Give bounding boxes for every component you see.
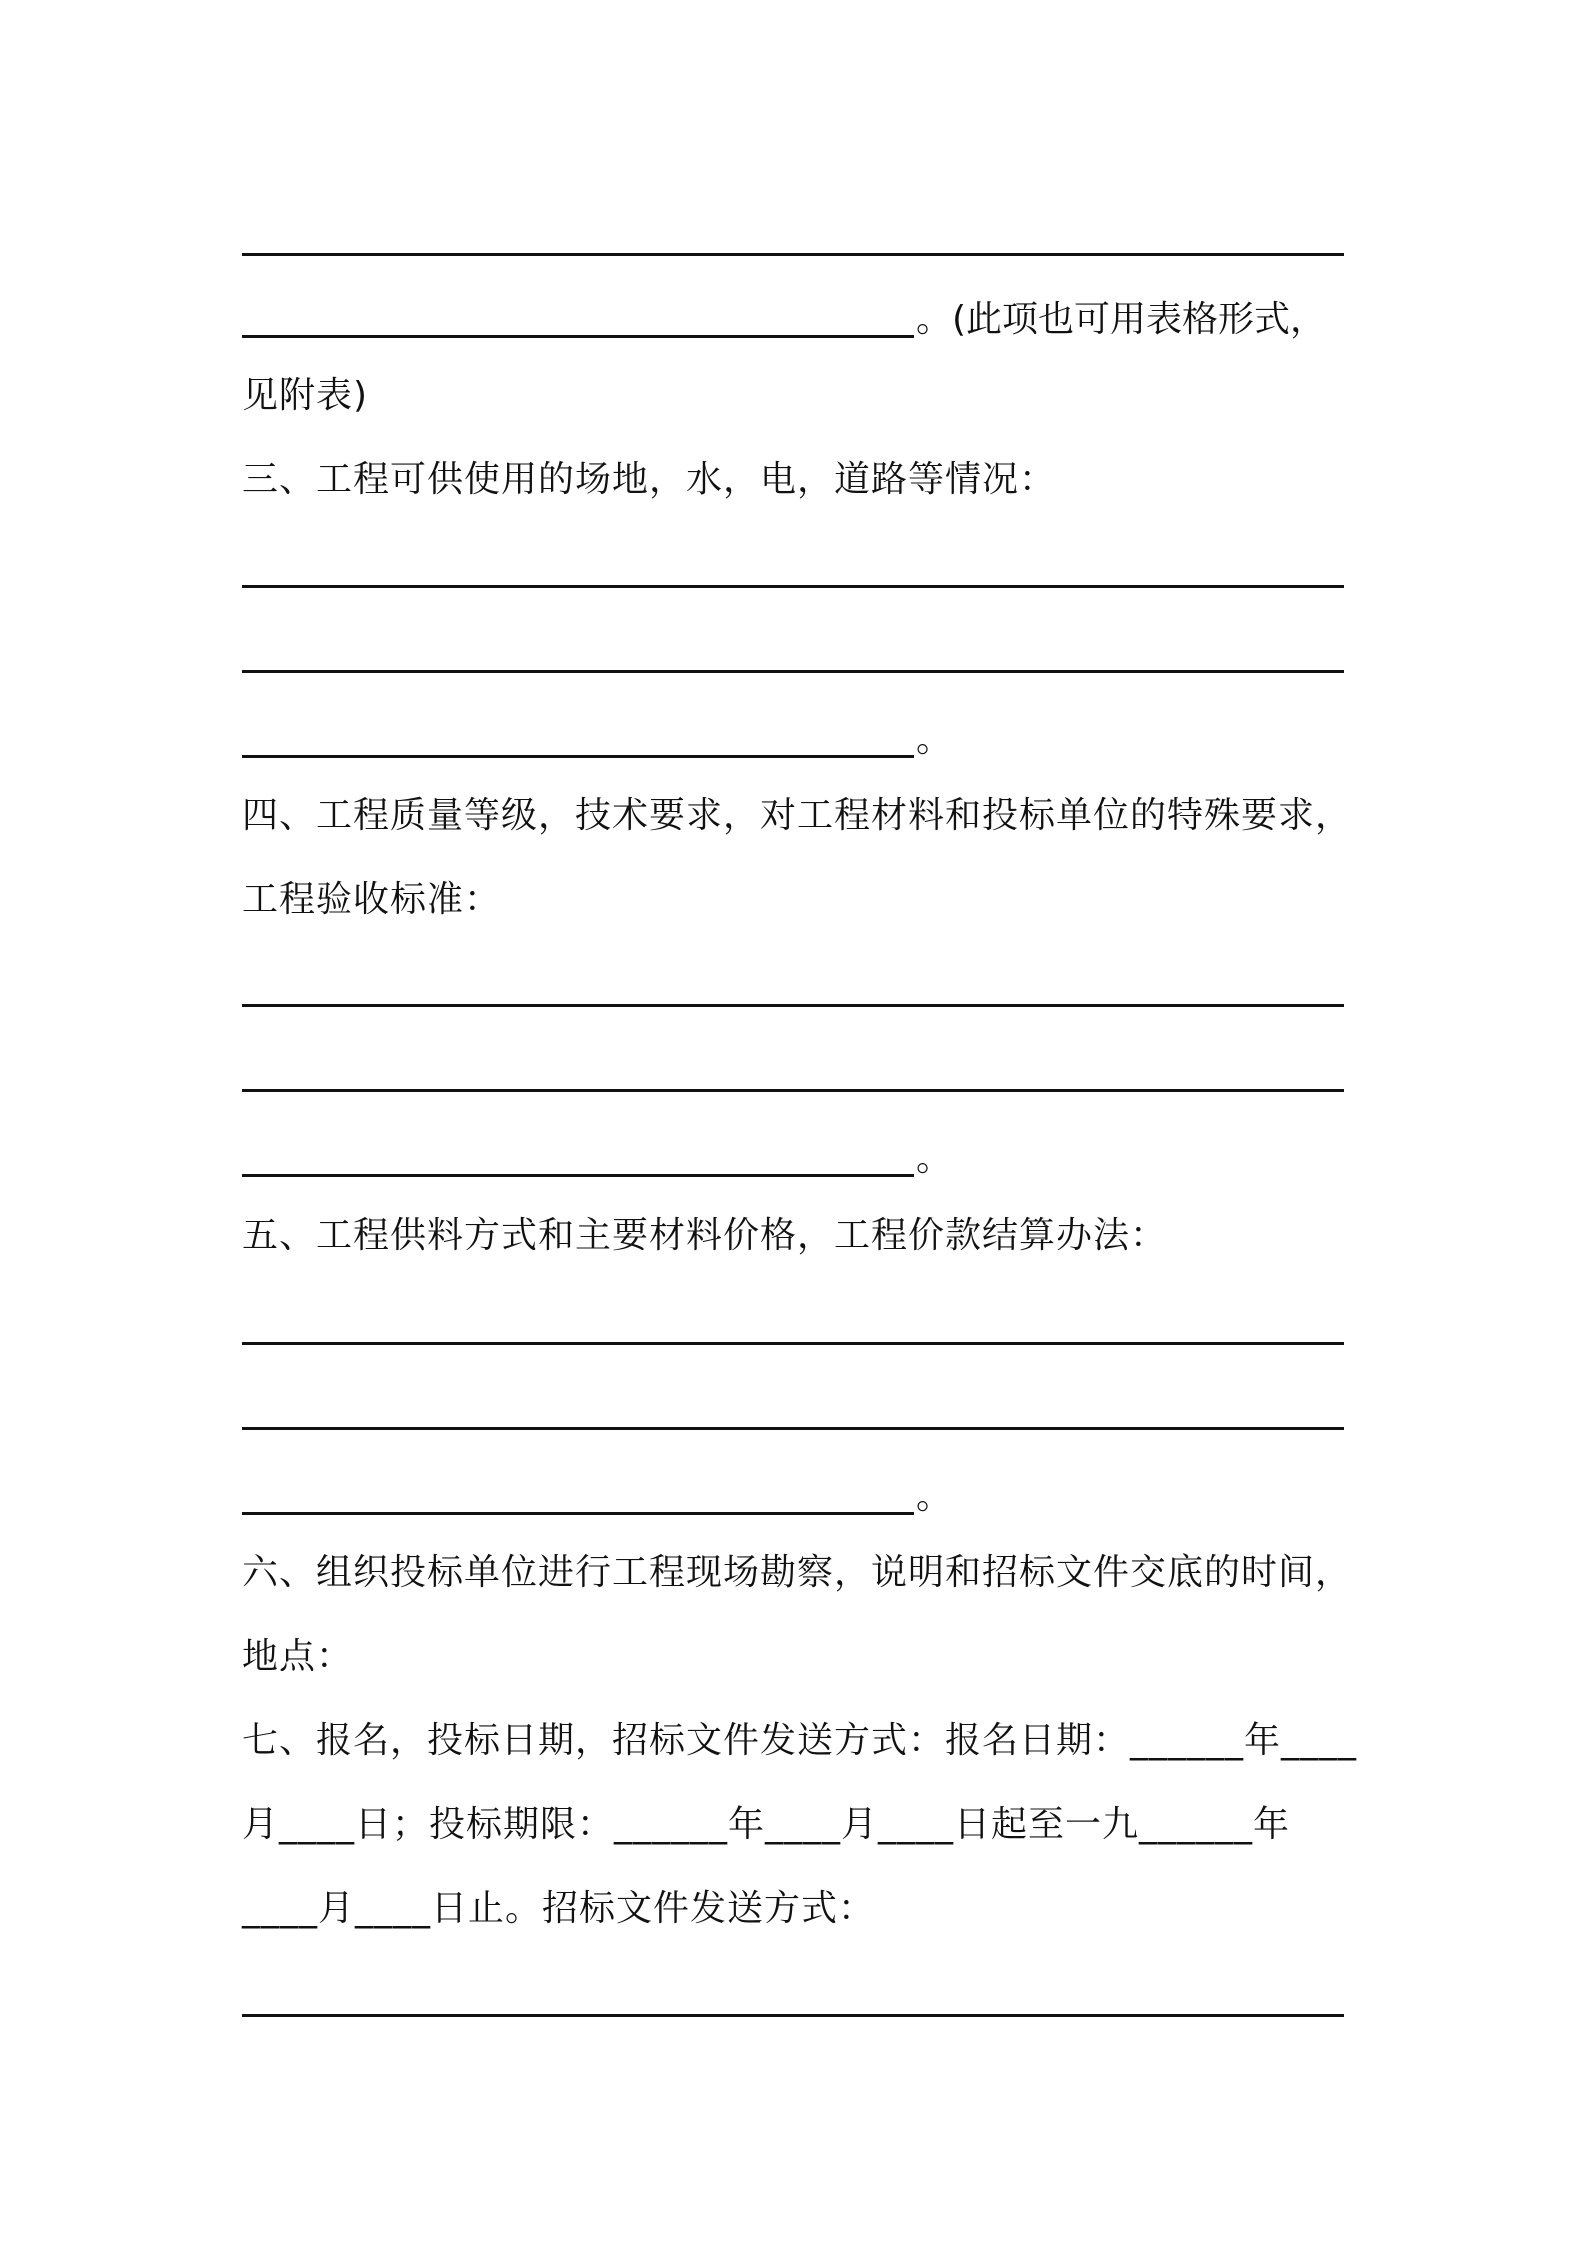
section-3-heading: 三、工程可供使用的场地，水，电，道路等情况：: [242, 459, 1057, 500]
blank-line: [242, 1004, 1344, 1007]
section-6-heading-line1: 六、组织投标单位进行工程现场勘察，说明和招标文件交底的时间，: [242, 1552, 1353, 1593]
section-7-line3: ____月____日止。招标文件发送方式：: [242, 1888, 876, 1929]
blank-line: [242, 2014, 1344, 2017]
blank-line: [242, 253, 1344, 256]
blank-line: [242, 1427, 1344, 1430]
full-stop: 。: [916, 719, 953, 760]
blank-line: [242, 335, 914, 338]
section-7-line1: 七、报名，投标日期，招标文件发送方式：报名日期：______年____: [242, 1720, 1358, 1761]
blank-line: [242, 755, 914, 758]
blank-line: [242, 1512, 914, 1515]
blank-line: [242, 1089, 1344, 1092]
section-7-line2: 月____日；投标期限：______年____月____日起至一九______年: [242, 1804, 1291, 1845]
section-6-heading-line2: 地点：: [242, 1636, 354, 1677]
section-5-heading: 五、工程供料方式和主要材料价格，工程价款结算办法：: [242, 1215, 1168, 1256]
continuation-end: 见附表): [242, 375, 369, 416]
full-stop: 。: [916, 1138, 953, 1179]
continuation-suffix: 。(此项也可用表格形式，: [916, 299, 1327, 340]
blank-line: [242, 585, 1344, 588]
blank-line: [242, 670, 1344, 673]
full-stop: 。: [916, 1476, 953, 1517]
section-4-heading-line2: 工程验收标准：: [242, 879, 502, 920]
blank-line: [242, 1342, 1344, 1345]
section-4-heading-line1: 四、工程质量等级，技术要求，对工程材料和投标单位的特殊要求，: [242, 795, 1353, 836]
blank-line: [242, 1174, 914, 1177]
